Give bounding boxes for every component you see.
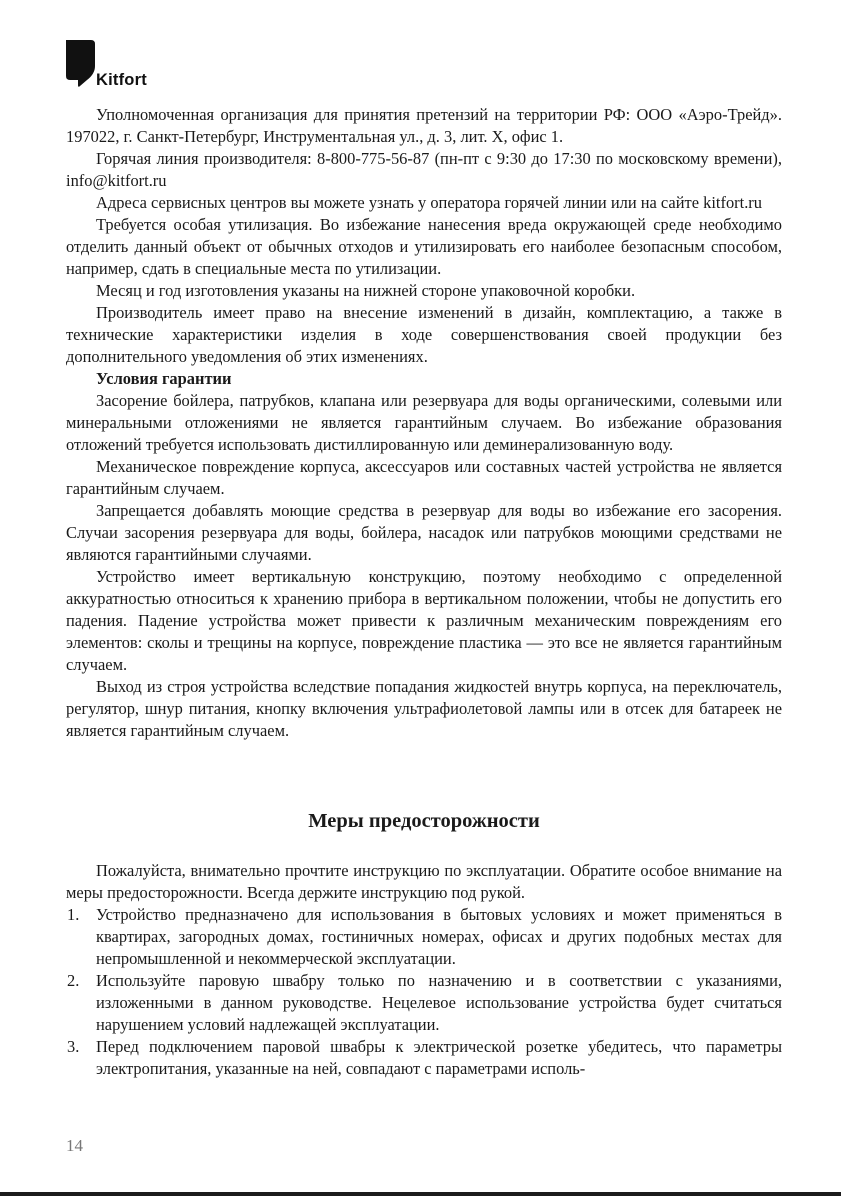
list-item-text: Перед подключением паровой швабры к электрической розетке убедитесь, что параметры электропитания, указанные на ней, совпадают с параметрами исполь-: [96, 1037, 782, 1078]
bottom-rule: [0, 1192, 841, 1196]
page-number: 14: [66, 1136, 83, 1155]
warranty-heading: Условия гарантии: [96, 369, 232, 388]
warranty-paragraph: Выход из строя устройства вследствие попадания жидкостей внутрь корпуса, на переключатель, регулятор, шнур питания, кнопку включения ультрафиолетовой лампы или в отсек для батареек не является гарантийным случаем.: [66, 677, 782, 740]
page-content: [66, 104, 782, 1080]
info-paragraph: Требуется особая утилизация. Во избежание нанесения вреда окружающей среде необходимо отделить данный объект от обычных отходов и утилизировать его наиболее безопасным способом, например, сдать в специальные места по утилизации.: [66, 215, 782, 278]
brand-name: Kitfort: [96, 71, 147, 89]
list-item-text: Устройство предназначено для использования в бытовых условиях и может применяться в квартирах, загородных домах, гостиничных номерах, офисах и других подобных местах для непромышленной и некоммерческой эксплуатации.: [96, 905, 782, 968]
info-paragraph: Адреса сервисных центров вы можете узнать у оператора горячей линии или на сайте kitfort.ru: [96, 193, 762, 212]
info-paragraph: Уполномоченная организация для принятия претензий на территории РФ: ООО «Аэро-Трейд». 197022, г. Санкт-Петербург, Инструментальная ул., д. 3, лит. Х, офис 1.: [66, 105, 782, 146]
list-item: [66, 970, 782, 1036]
list-item-number: 1.: [67, 905, 80, 924]
list-item: [66, 1036, 782, 1080]
kitfort-logo-icon: [66, 40, 96, 88]
list-item-number: 2.: [67, 971, 80, 990]
info-paragraph: Горячая линия производителя: 8-800-775-56-87 (пн-пт с 9:30 до 17:30 по московскому времени), info@kitfort.ru: [66, 149, 782, 190]
list-item-text: Используйте паровую швабру только по назначению и в соответствии с указаниями, изложенными в данном руководстве. Нецелевое использование устройства будет считаться нарушением условий надлежащей эксплуатации.: [96, 971, 782, 1034]
warranty-paragraph: Механическое повреждение корпуса, аксессуаров или составных частей устройства не является гарантийным случаем.: [66, 457, 782, 498]
warranty-paragraph: Устройство имеет вертикальную конструкцию, поэтому необходимо с определенной аккуратностью относиться к хранению прибора в вертикальном положении, чтобы не допустить его падения. Падение устройства может привести к различным механическим повреждениям его элементов: сколы и трещины на корпусе, повреждение пластика — это все не является гарантийным случаем.: [66, 567, 782, 674]
warranty-paragraph: Засорение бойлера, патрубков, клапана или резервуара для воды органическими, солевыми или минеральными отложениями не является гарантийным случаем. Во избежание образования отложений требуется использовать дистиллированную или деминерализованную воду.: [66, 391, 782, 454]
warranty-paragraph: Запрещается добавлять моющие средства в резервуар для воды во избежание его засорения. Случаи засорения резервуара для воды, бойлера, насадок или патрубков моющими средствами не являются гарантийными случаями.: [66, 501, 782, 564]
precautions-intro: Пожалуйста, внимательно прочтите инструкцию по эксплуатации. Обратите особое внимание на меры предосторожности. Всегда держите инструкцию под рукой.: [66, 861, 782, 902]
info-paragraph: Производитель имеет право на внесение изменений в дизайн, комплектацию, а также в технические характеристики изделия в ходе совершенствования своей продукции без дополнительного уведомления об этих изменениях.: [66, 303, 782, 366]
precautions-list: [66, 904, 782, 1080]
info-paragraph: Месяц и год изготовления указаны на нижней стороне упаковочной коробки.: [96, 281, 636, 300]
list-item-number: 3.: [67, 1037, 80, 1056]
list-item: [66, 904, 782, 970]
precautions-title: Меры предосторожности: [308, 810, 540, 832]
